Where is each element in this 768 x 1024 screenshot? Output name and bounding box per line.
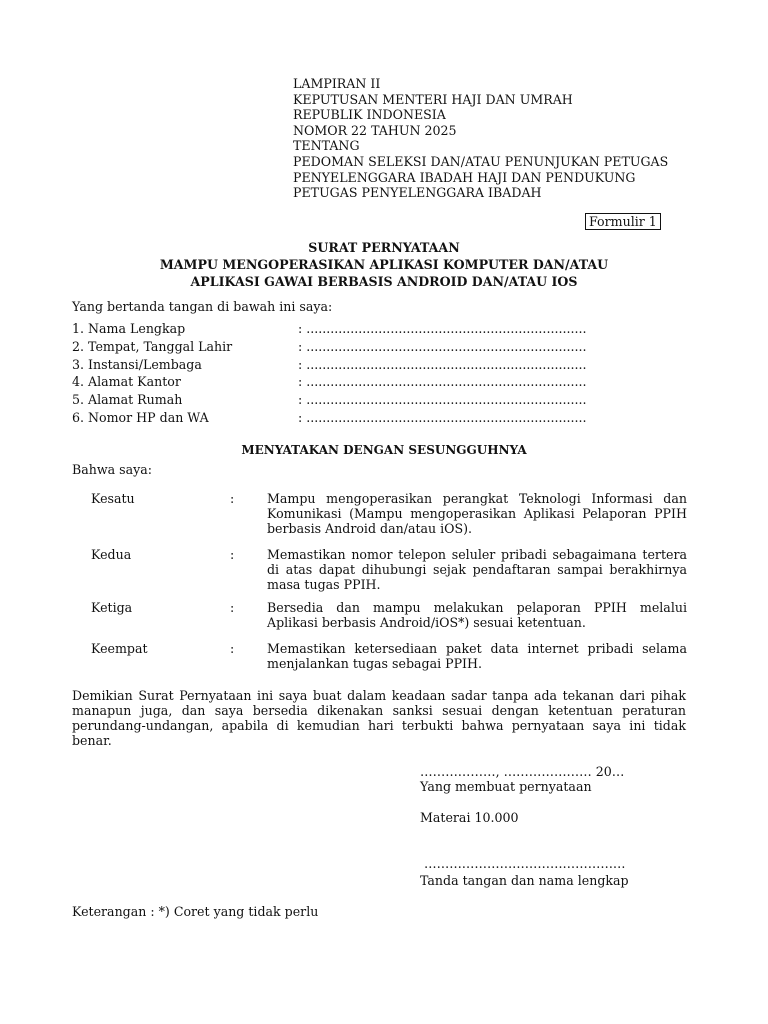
item-label-kesatu: Kesatu bbox=[91, 491, 135, 506]
field-label-alamat-kantor: 4. Alamat Kantor bbox=[72, 374, 181, 389]
field-label-alamat-rumah: 5. Alamat Rumah bbox=[72, 392, 183, 407]
field-value-nama: : ...................................................................... bbox=[298, 321, 587, 336]
header-line: PEDOMAN SELEKSI DAN/ATAU PENUNJUKAN PETUGAS bbox=[293, 153, 669, 169]
item-text-keempat: Memastikan ketersediaan paket data internet pribadi selama menjalankan tugas sebagai PPIH. bbox=[267, 641, 687, 671]
closing-paragraph: Demikian Surat Pernyataan ini saya buat dalam keadaan sadar tanpa ada tekanan dari pihak manapun juga, dan saya bersedia dikenakan sanksi sesuai dengan ketentuan peraturan perundang-undangan, apabila di kemudian hari terbukti bahwa pernyataan saya ini tidak benar. bbox=[72, 688, 686, 748]
signature-caption: Tanda tangan dan nama lengkap bbox=[420, 873, 629, 888]
header-line: PENYELENGGARA IBADAH HAJI DAN PENDUKUNG bbox=[293, 169, 636, 185]
field-label-ttl: 2. Tempat, Tanggal Lahir bbox=[72, 339, 233, 354]
header-line: LAMPIRAN II bbox=[293, 76, 381, 91]
intro-text: Yang bertanda tangan di bawah ini saya: bbox=[72, 299, 333, 314]
signature-line: ………………………………………… bbox=[424, 856, 626, 871]
item-label-kedua: Kedua bbox=[91, 547, 132, 562]
field-value-ttl: : ...................................................................... bbox=[298, 339, 587, 354]
header-line: NOMOR 22 TAHUN 2025 bbox=[293, 122, 457, 138]
header-line: KEPUTUSAN MENTERI HAJI DAN UMRAH bbox=[293, 91, 573, 107]
item-text-kesatu: Mampu mengoperasikan perangkat Teknologi Informasi dan Komunikasi (Mampu mengoperasikan Aplikasi Pelaporan PPIH berbasis Android dan/atau iOS). bbox=[267, 491, 687, 536]
item-colon: : bbox=[230, 600, 235, 615]
field-value-alamat-kantor: : ...................................................................... bbox=[298, 374, 587, 389]
declaration-heading: MENYATAKAN DENGAN SESUNGGUHNYA bbox=[241, 443, 527, 457]
item-colon: : bbox=[230, 547, 235, 562]
item-colon: : bbox=[230, 491, 235, 506]
signature-maker-label: Yang membuat pernyataan bbox=[420, 779, 592, 794]
header-line: PETUGAS PENYELENGGARA IBADAH bbox=[293, 185, 542, 201]
document-subtitle-line-1: MAMPU MENGOPERASIKAN APLIKASI KOMPUTER DAN/ATAU bbox=[159, 257, 609, 272]
signature-place-date: ………………, ………………… 20… bbox=[420, 764, 625, 779]
form-number-box: Formulir 1 bbox=[585, 213, 661, 230]
item-text-kedua: Memastikan nomor telepon seluler pribadi sebagaimana tertera di atas dapat dihubungi sejak pendaftaran sampai berakhirnya masa tugas PPIH. bbox=[267, 547, 687, 592]
item-label-ketiga: Ketiga bbox=[91, 600, 133, 615]
field-label-nomor-hp: 6. Nomor HP dan WA bbox=[72, 410, 209, 425]
item-label-keempat: Keempat bbox=[91, 641, 148, 656]
item-text-ketiga: Bersedia dan mampu melakukan pelaporan PPIH melalui Aplikasi berbasis Android/iOS*) sesuai ketentuan. bbox=[267, 600, 687, 630]
field-value-alamat-rumah: : ...................................................................... bbox=[298, 392, 587, 407]
document-subtitle-line-2: APLIKASI GAWAI BERBASIS ANDROID DAN/ATAU IOS bbox=[190, 274, 578, 289]
document-title: SURAT PERNYATAAN bbox=[308, 240, 460, 255]
field-value-instansi: : ...................................................................... bbox=[298, 357, 587, 372]
declaration-intro: Bahwa saya: bbox=[72, 462, 153, 477]
field-label-nama: 1. Nama Lengkap bbox=[72, 321, 186, 336]
footnote: Keterangan : *) Coret yang tidak perlu bbox=[72, 904, 319, 919]
field-label-instansi: 3. Instansi/Lembaga bbox=[72, 357, 202, 372]
document-header bbox=[293, 76, 668, 201]
field-value-nomor-hp: : ...................................................................... bbox=[298, 410, 587, 425]
header-line: REPUBLIK INDONESIA bbox=[293, 107, 446, 123]
stamp-duty-label: Materai 10.000 bbox=[420, 810, 519, 825]
header-line: TENTANG bbox=[293, 138, 360, 154]
item-colon: : bbox=[230, 641, 235, 656]
